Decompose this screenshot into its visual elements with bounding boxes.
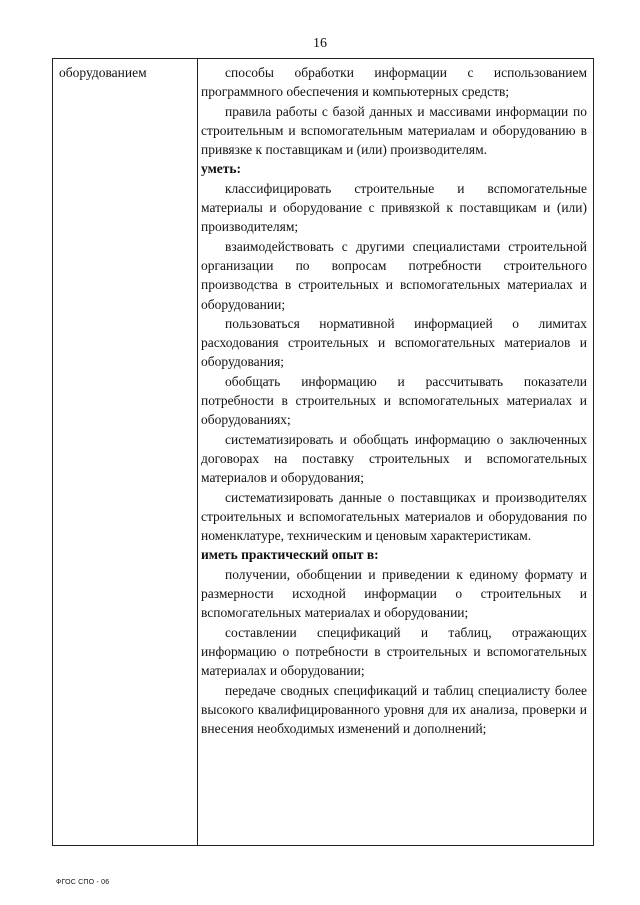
paragraph: составлении спецификаций и таблиц, отражающих информацию о потребности в строительных и вспомогательных материалах и оборудовании; xyxy=(201,624,587,679)
paragraph: классифицировать строительные и вспомогательные материалы и оборудование с привязкой к поставщикам и (или) производителям; xyxy=(201,180,587,235)
footer-label: ФГОС СПО - 06 xyxy=(56,879,110,886)
competency-table xyxy=(52,58,594,846)
paragraph: обобщать информацию и рассчитывать показатели потребности в строительных и вспомогательных материалах и оборудованиях; xyxy=(201,373,587,428)
paragraph: пользоваться нормативной информацией о лимитах расходования строительных и вспомогательных материалов и оборудования; xyxy=(201,315,587,370)
table-left-cell: оборудованием xyxy=(59,65,147,80)
paragraph: систематизировать и обобщать информацию о заключенных договорах на поставку строительных и вспомогательных материалов и оборудования; xyxy=(201,431,587,486)
column-divider xyxy=(197,59,198,845)
section-heading: иметь практический опыт в: xyxy=(201,547,379,563)
paragraph: передаче сводных спецификаций и таблиц специалисту более высокого квалифицированного уровня для их анализа, проверки и внесения необходимых изменений и дополнений; xyxy=(201,682,587,737)
paragraph: взаимодействовать с другими специалистами строительной организации по вопросам потребности строительного производства в строительных и вспомогательных материалах и оборудовании; xyxy=(201,238,587,312)
page-number: 16 xyxy=(313,36,327,51)
paragraph: систематизировать данные о поставщиках и производителях строительных и вспомогательных материалов и оборудования по номенклатуре, техническим и ценовым характеристикам. xyxy=(201,489,587,544)
table-right-cell xyxy=(201,63,587,738)
paragraph: получении, обобщении и приведении к единому формату и размерности исходной информации о строительных и вспомогательных материалах и оборудовании; xyxy=(201,566,587,621)
section-heading: уметь: xyxy=(201,161,242,177)
paragraph: правила работы с базой данных и массивами информации по строительным и вспомогательным материалам и оборудованию в привязке к поставщикам и (или) производителям. xyxy=(201,103,587,158)
paragraph: способы обработки информации с использованием программного обеспечения и компьютерных средств; xyxy=(201,65,587,100)
